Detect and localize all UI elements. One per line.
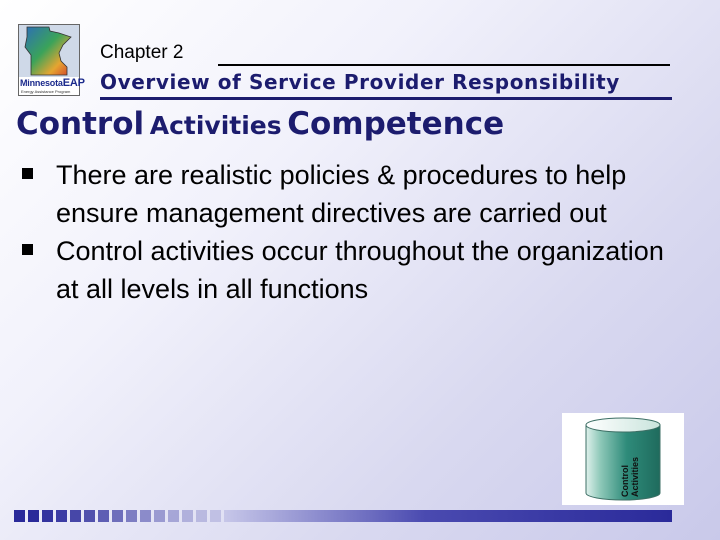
accent-square [154, 510, 165, 522]
title-word-control: Control [16, 106, 145, 142]
subtitle-underline [100, 97, 672, 100]
accent-square [28, 510, 39, 522]
accent-square [70, 510, 81, 522]
accent-square [140, 510, 151, 522]
square-bullet-icon [22, 168, 33, 179]
slide-title [16, 106, 504, 142]
cylinder-label-line2: Activities [630, 456, 640, 497]
section-subtitle: Overview of Service Provider Responsibility [100, 70, 620, 94]
bottom-accent-bar [14, 510, 672, 522]
control-activities-graphic [562, 413, 684, 505]
accent-square [98, 510, 109, 522]
accent-square [210, 510, 221, 522]
logo-word-eap: EAP [62, 77, 85, 89]
minnesota-map-icon [19, 25, 79, 77]
logo-word-minnesota: Minnesota [20, 78, 63, 88]
accent-square [56, 510, 67, 522]
bullet-text: There are realistic policies & procedures to help ensure management directives are carried out [56, 160, 627, 228]
chapter-underline [218, 64, 670, 66]
accent-square [84, 510, 95, 522]
accent-square [14, 510, 25, 522]
accent-bar-fill [224, 510, 672, 522]
bullet-item [18, 156, 678, 232]
bullet-text: Control activities occur throughout the organization at all levels in all functions [56, 236, 664, 304]
accent-square [112, 510, 123, 522]
accent-square [42, 510, 53, 522]
accent-square [182, 510, 193, 522]
bullet-list [18, 156, 678, 308]
cylinder-icon [562, 413, 684, 505]
title-word-competence: Competence [287, 106, 505, 142]
square-bullet-icon [22, 244, 33, 255]
chapter-label: Chapter 2 [100, 42, 184, 63]
bullet-item [18, 232, 678, 308]
accent-square [126, 510, 137, 522]
title-word-activities: Activities [149, 111, 282, 140]
cylinder-label-line1: Control [620, 465, 630, 497]
logo-wordmark [20, 77, 85, 89]
accent-square [196, 510, 207, 522]
minnesota-eap-logo [18, 24, 85, 96]
logo-tagline: Energy Assistance Program [21, 89, 71, 94]
accent-square [168, 510, 179, 522]
